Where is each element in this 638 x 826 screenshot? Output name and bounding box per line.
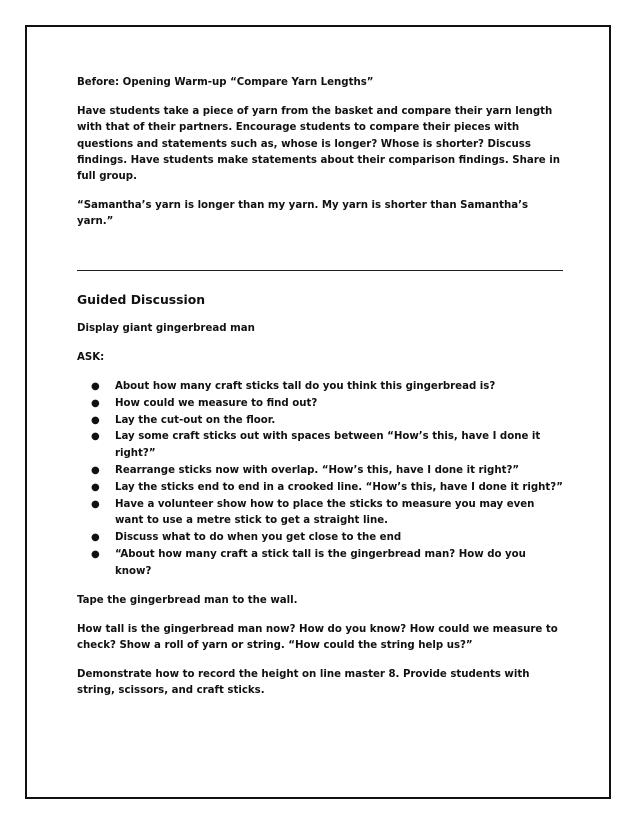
section-divider (77, 270, 563, 271)
list-item: ● Lay some craft sticks out with spaces between “How’s this, have I done it right?” (91, 431, 541, 460)
list-item: ● Lay the cut-out on the floor. (77, 413, 565, 430)
demonstrate-paragraph: Demonstrate how to record the height on line master 8. Provide students with string, scissors, and craft sticks. (77, 669, 530, 697)
warmup-paragraph: Have students take a piece of yarn from the basket and compare their yarn length with that of their partners. Encourage students to compare their pieces with questions and statements such as, whose is longer? Whose is shorter? Discuss findings. Have students make statements about their comparison findings. Share in full group. (77, 106, 560, 183)
bullet-icon: ● (91, 397, 100, 409)
guided-heading: Guided Discussion (77, 291, 206, 307)
document-body (77, 75, 565, 700)
ask-bullet-list (77, 379, 565, 581)
list-item: ● Discuss what to do when you get close to the end (77, 530, 565, 547)
warmup-example: “Samantha’s yarn is longer than my yarn. My yarn is shorter than Samantha’s yarn.” (77, 200, 529, 228)
list-item: ● Have a volunteer show how to place the sticks to measure you may even want to use a metre stick to get a straight line. (91, 498, 535, 527)
bullet-icon: ● (91, 414, 100, 426)
bullet-icon: ● (91, 532, 100, 544)
warmup-title: Before: Opening Warm-up “Compare Yarn Lengths” (77, 77, 374, 88)
bullet-icon: ● (91, 431, 100, 443)
list-item: ● Lay the sticks end to end in a crooked line. “How’s this, have I done it right?” (77, 480, 565, 497)
ask-label: ASK: (77, 351, 105, 363)
bullet-icon: ● (91, 481, 100, 493)
display-instruction: Display giant gingerbread man (77, 322, 255, 334)
bullet-icon: ● (91, 465, 100, 477)
list-item: ● How could we measure to find out? (77, 396, 565, 413)
bullet-icon: ● (91, 381, 100, 393)
page-border (25, 25, 611, 799)
how-tall-paragraph: How tall is the gingerbread man now? How do you know? How could we measure to check? Show a roll of yarn or string. “How could the string help us?” (77, 623, 558, 651)
list-item: ● Rearrange sticks now with overlap. “How’s this, have I done it right?” (77, 463, 565, 480)
bullet-icon: ● (91, 498, 100, 510)
list-item: ● “About how many craft a stick tall is the gingerbread man? How do you know? (91, 549, 526, 577)
bullet-icon: ● (91, 549, 100, 560)
list-item: ● About how many craft sticks tall do you think this gingerbread is? (77, 379, 565, 396)
tape-instruction: Tape the gingerbread man to the wall. (77, 594, 298, 606)
